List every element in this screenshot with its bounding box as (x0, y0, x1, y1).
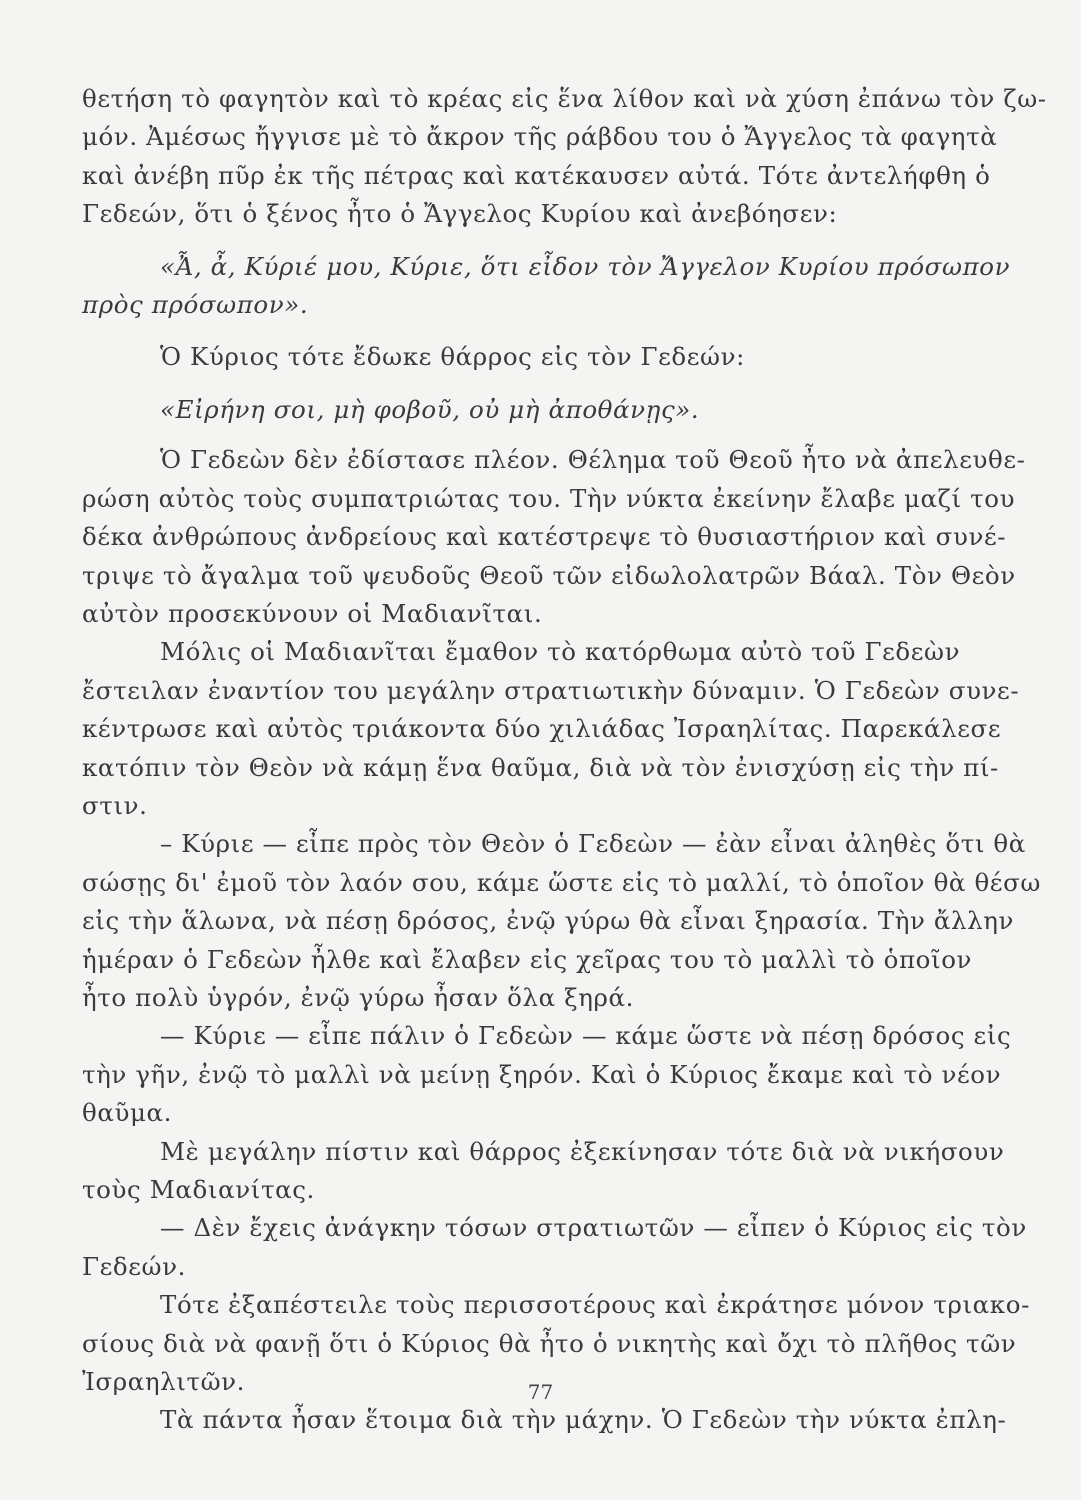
text-line: Ἰσραηλιτῶν. (82, 1367, 246, 1396)
quote-line: «Εἰρήνη σοι, μὴ φοβοῦ, οὐ μὴ ἀποθάνῃς». (160, 395, 700, 424)
text-line: τὴν γῆν, ἐνῷ τὸ μαλλὶ νὰ μείνῃ ξηρόν. Καὶ ὁ Κύριος ἔκαμε καὶ τὸ νέον (82, 1060, 1002, 1089)
text-line: Μόλις οἱ Μαδιανῖται ἔμαθον τὸ κατόρθωμα αὐτὸ τοῦ Γεδεὼν (160, 637, 961, 666)
text-line: δέκα ἀνθρώπους ἀνδρείους καὶ κατέστρεψε τὸ θυσιαστήριον καὶ συνέ- (82, 522, 1007, 551)
text-line: — Δὲν ἔχεις ἀνάγκην τόσων στρατιωτῶν — εἶπεν ὁ Κύριος εἰς τὸν (160, 1213, 1027, 1242)
text-line: θαῦμα. (82, 1098, 173, 1127)
text-line: Τότε ἐξαπέστειλε τοὺς περισσοτέρους καὶ ἐκράτησε μόνον τριακο- (160, 1290, 1030, 1319)
text-line: τοὺς Μαδιανίτας. (82, 1175, 315, 1204)
text-line: ρώση αὐτὸς τοὺς συμπατριώτας του. Τὴν νύκτα ἐκείνην ἔλαβε μαζί του (82, 484, 1016, 513)
text-line: εἰς τὴν ἅλωνα, νὰ πέσῃ δρόσος, ἐνῷ γύρω θὰ εἶναι ξηρασία. Τὴν ἄλλην (82, 906, 1015, 935)
text-line: θετήση τὸ φαγητὸν καὶ τὸ κρέας εἰς ἕνα λίθον καὶ νὰ χύση ἐπάνω τὸν ζω- (82, 84, 1047, 113)
text-line: Τὰ πάντα ἦσαν ἕτοιμα διὰ τὴν μάχην. Ὁ Γεδεὼν τὴν νύκτα ἐπλη- (160, 1405, 1007, 1434)
text-line: Ὁ Κύριος τότε ἔδωκε θάρρος εἰς τὸν Γεδεών: (160, 342, 745, 371)
text-line: καὶ ἀνέβη πῦρ ἐκ τῆς πέτρας καὶ κατέκαυσεν αὐτά. Τότε ἀντελήφθη ὁ (82, 161, 991, 190)
text-line: – Κύριε — εἶπε πρὸς τὸν Θεὸν ὁ Γεδεὼν — ἐὰν εἶναι ἀληθὲς ὅτι θὰ (160, 829, 1026, 858)
text-line: Γεδεών. (82, 1252, 186, 1281)
quote-line: πρὸς πρόσωπον». (82, 290, 309, 319)
text-line: ἡμέραν ὁ Γεδεὼν ἦλθε καὶ ἔλαβεν εἰς χεῖρας του τὸ μαλλὶ τὸ ὁποῖον (82, 945, 973, 974)
text-line: κατόπιν τὸν Θεὸν νὰ κάμῃ ἕνα θαῦμα, διὰ νὰ τὸν ἐνισχύσῃ εἰς τὴν πί- (82, 753, 999, 782)
text-line: τριψε τὸ ἄγαλμα τοῦ ψευδοῦς Θεοῦ τῶν εἰδωλολατρῶν Βάαλ. Τὸν Θεὸν (82, 561, 1016, 590)
text-line: — Κύριε — εἶπε πάλιν ὁ Γεδεὼν — κάμε ὥστε νὰ πέσῃ δρόσος εἰς (160, 1021, 1012, 1050)
text-line: αὐτὸν προσεκύνουν οἱ Μαδιανῖται. (82, 599, 543, 628)
text-line: κέντρωσε καὶ αὐτὸς τριάκοντα δύο χιλιάδας Ἰσραηλίτας. Παρεκάλεσε (82, 714, 1002, 743)
text-line: Μὲ μεγάλην πίστιν καὶ θάρρος ἐξεκίνησαν τότε διὰ νὰ νικήσουν (160, 1137, 1005, 1166)
text-line: ἔστειλαν ἐναντίον του μεγάλην στρατιωτικὴν δύναμιν. Ὁ Γεδεὼν συνε- (82, 676, 1020, 705)
text-line: μόν. Ἀμέσως ἤγγισε μὲ τὸ ἄκρον τῆς ράβδου του ὁ Ἄγγελος τὰ φαγητὰ (82, 122, 998, 151)
quote-line: «Ἆ, ἆ, Κύριέ μου, Κύριε, ὅτι εἶδον τὸν Ἄγγελον Κυρίου πρόσωπον (160, 252, 1011, 281)
text-line: στιν. (82, 791, 148, 820)
text-line: Γεδεών, ὅτι ὁ ξένος ἦτο ὁ Ἄγγελος Κυρίου καὶ ἀνεβόησεν: (82, 199, 838, 228)
text-line: ἦτο πολὺ ὑγρόν, ἐνῷ γύρω ἦσαν ὅλα ξηρά. (82, 983, 635, 1012)
text-line: σώσῃς δι' ἐμοῦ τὸν λαόν σου, κάμε ὥστε εἰς τὸ μαλλί, τὸ ὁποῖον θὰ θέσω (82, 868, 1041, 897)
text-line: Ὁ Γεδεὼν δὲν ἐδίστασε πλέον. Θέλημα τοῦ Θεοῦ ἦτο νὰ ἀπελευθε- (160, 445, 1026, 474)
text-line: σίους διὰ νὰ φανῇ ὅτι ὁ Κύριος θὰ ἦτο ὁ νικητὴς καὶ ὄχι τὸ πλῆθος τῶν (82, 1329, 1017, 1358)
page-number: 77 (527, 1380, 554, 1404)
